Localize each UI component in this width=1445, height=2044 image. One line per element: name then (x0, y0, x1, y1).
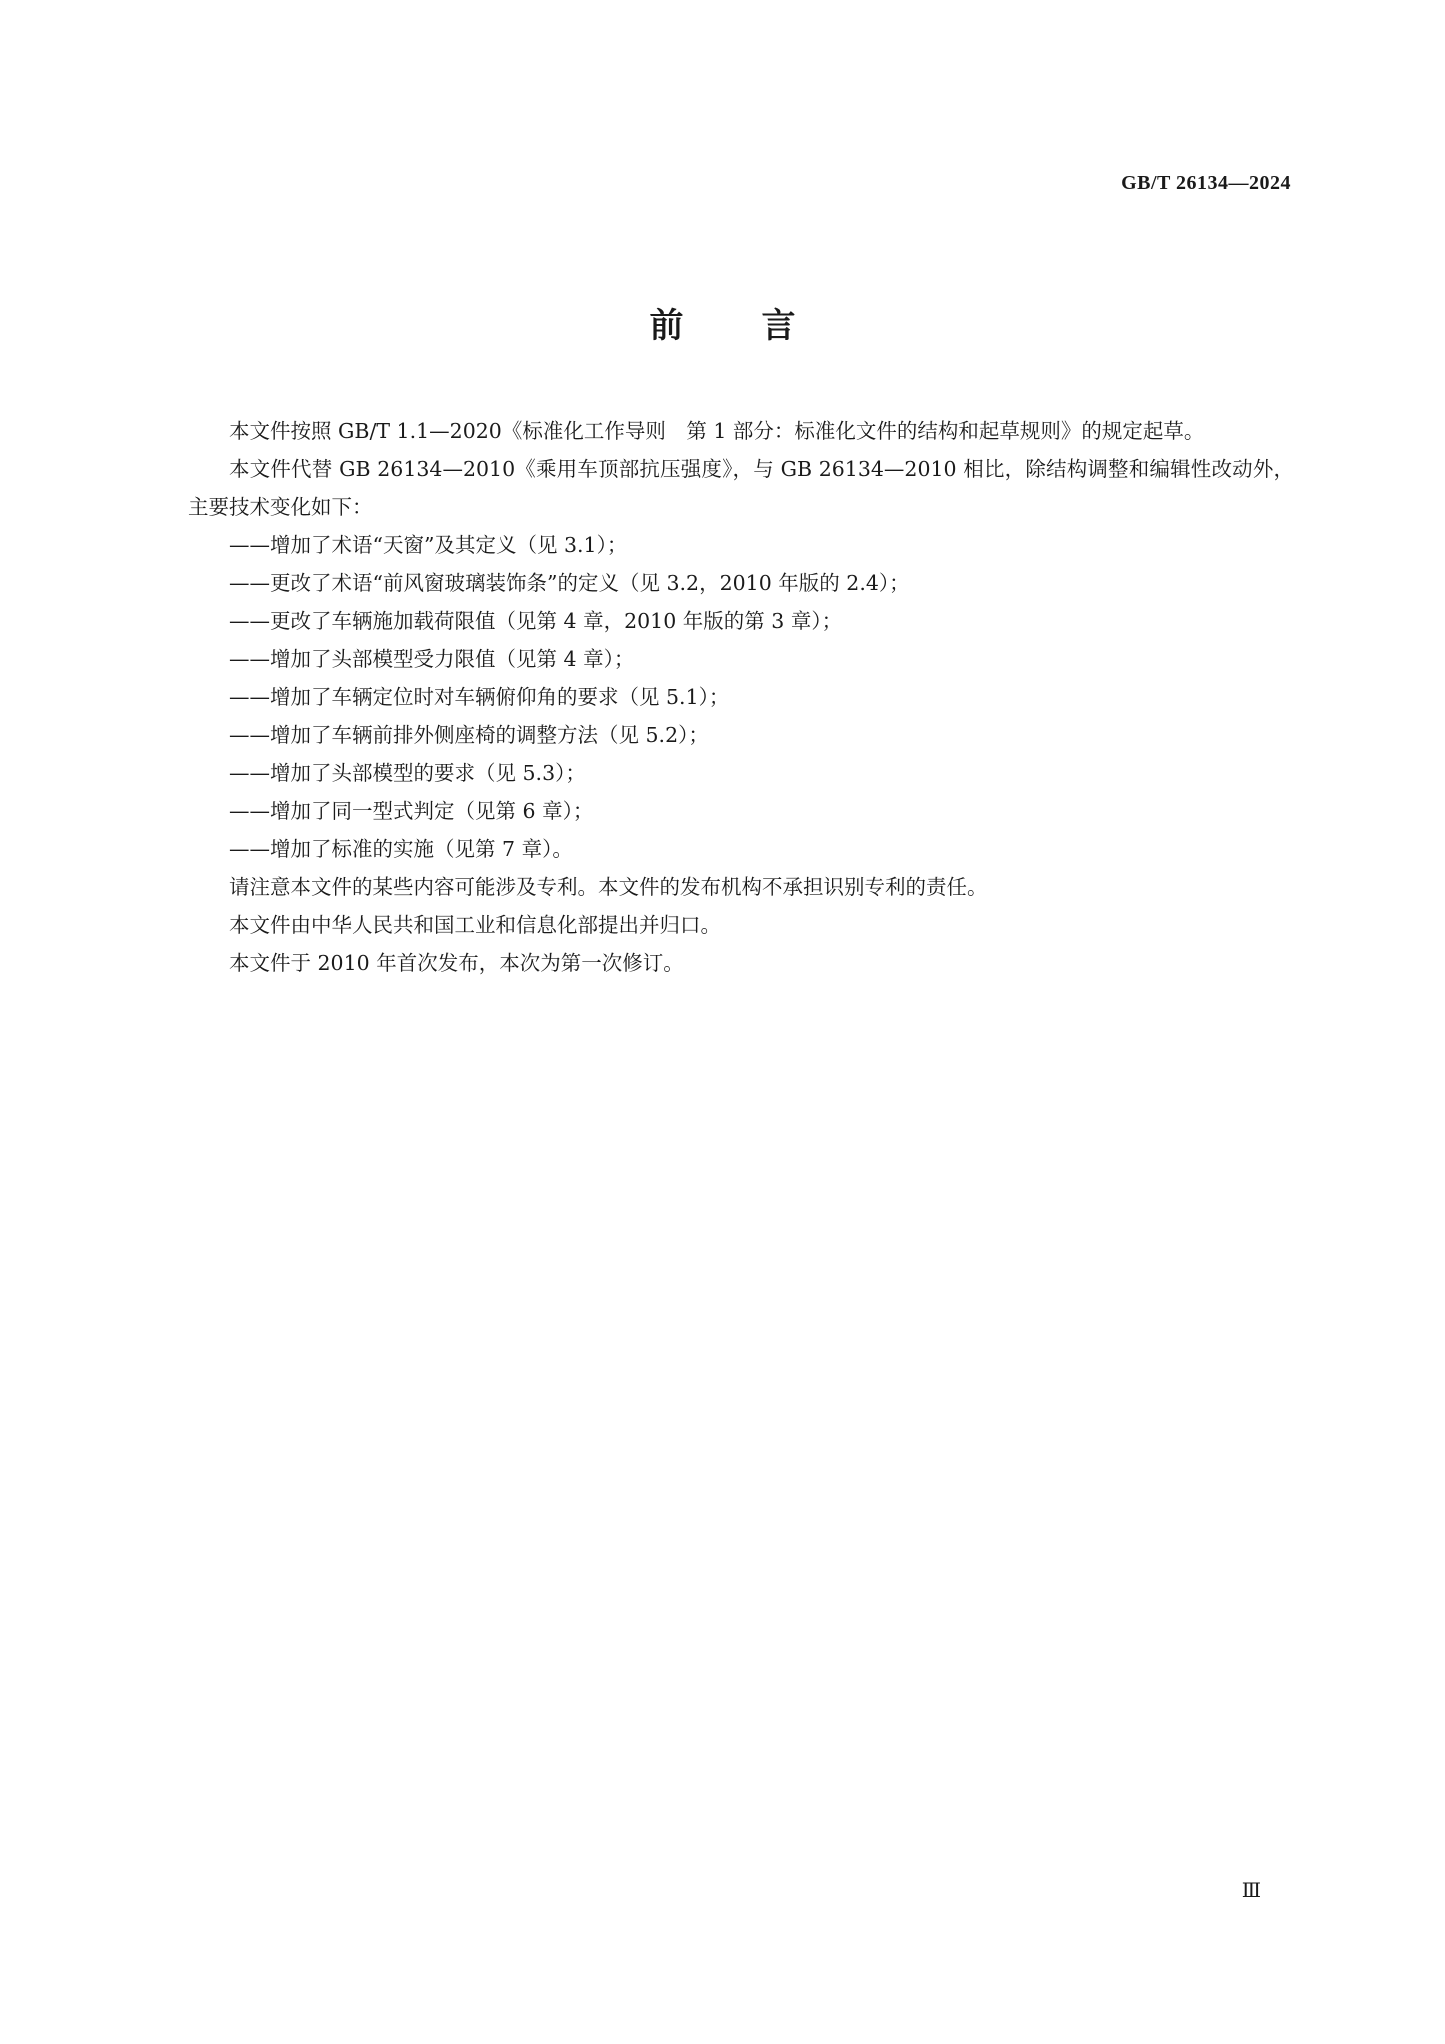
paragraph-patent-notice: 请注意本文件的某些内容可能涉及专利。本文件的发布机构不承担识别专利的责任。 (229, 875, 988, 899)
change-item: ——增加了头部模型的要求（见 5.3）； (229, 761, 586, 785)
change-item: ——增加了车辆定位时对车辆俯仰角的要求（见 5.1）； (229, 685, 730, 709)
change-item: ——增加了车辆前排外侧座椅的调整方法（见 5.2）； (229, 723, 709, 747)
page-title: 前言 (649, 306, 874, 346)
paragraph-history: 本文件于 2010 年首次发布，本次为第一次修订。 (229, 951, 684, 975)
change-item: ——更改了车辆施加载荷限值（见第 4 章，2010 年版的第 3 章）； (229, 609, 843, 633)
paragraph-drafting-rules: 本文件按照 GB/T 1.1—2020《标准化工作导则 第 1 部分：标准化文件的结构和起草规则》的规定起草。 (229, 419, 1205, 443)
change-item: ——增加了标准的实施（见第 7 章）。 (229, 837, 573, 861)
change-item: ——增加了同一型式判定（见第 6 章）； (229, 799, 594, 823)
preface-body (188, 412, 1294, 982)
change-item: ——更改了术语“前风窗玻璃装饰条”的定义（见 3.2，2010 年版的 2.4）； (229, 571, 910, 595)
paragraph-proposer: 本文件由中华人民共和国工业和信息化部提出并归口。 (229, 913, 721, 937)
paragraph-replacement: 本文件代替 GB 26134—2010《乘用车顶部抗压强度》，与 GB 26134—2010 相比，除结构调整和编辑性改动外，主要技术变化如下： (188, 457, 1294, 519)
page-number: Ⅲ (1241, 1880, 1261, 1902)
change-item: ——增加了头部模型受力限值（见第 4 章）； (229, 647, 635, 671)
standard-code: GB/T 26134—2024 (1121, 172, 1291, 194)
change-item: ——增加了术语“天窗”及其定义（见 3.1）； (229, 533, 628, 557)
